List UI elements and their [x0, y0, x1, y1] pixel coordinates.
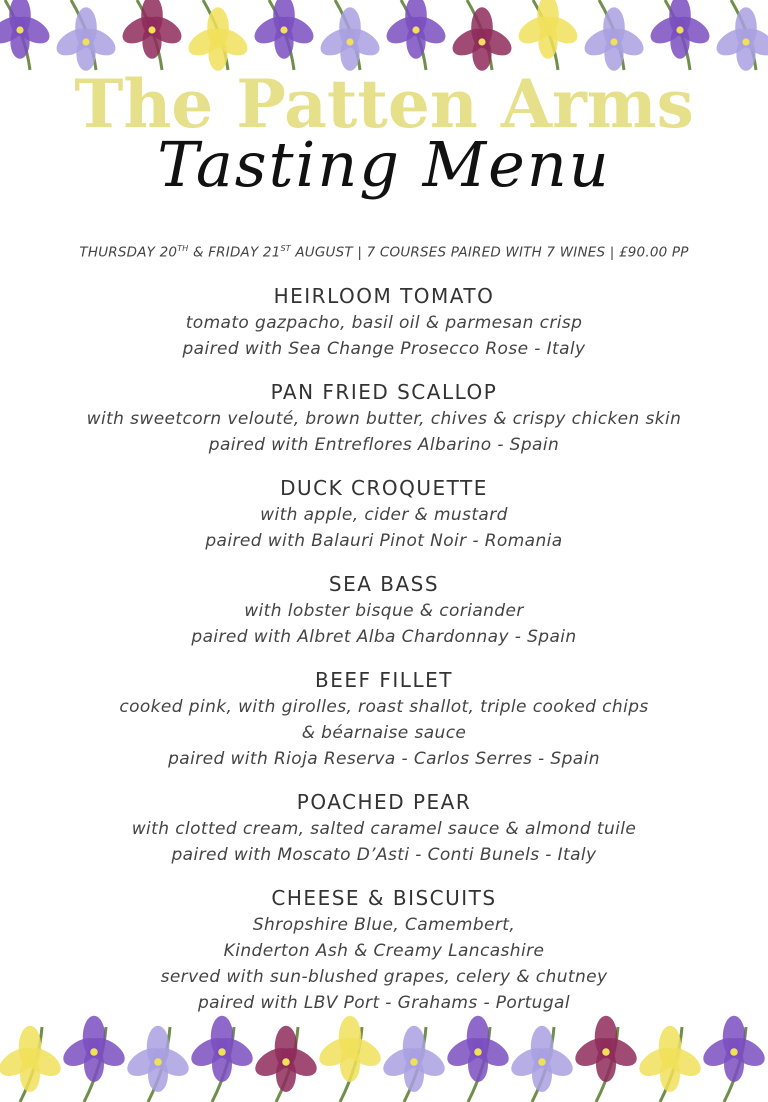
iris-flower-icon	[0, 1012, 768, 1102]
course	[0, 378, 768, 458]
course-name: CHEESE & BISCUITS	[271, 886, 497, 910]
date-day2: & FRIDAY 21	[193, 244, 281, 261]
date-day1: THURSDAY 20	[79, 244, 178, 261]
iris-center	[602, 1048, 610, 1056]
course-name: SEA BASS	[328, 572, 440, 596]
course-name: POACHED PEAR	[296, 790, 472, 814]
course-line: with lobster bisque & coriander	[244, 601, 524, 621]
iris-center	[282, 1058, 290, 1066]
iris-center	[666, 1058, 674, 1066]
iris-center	[410, 1058, 418, 1066]
iris-center	[16, 26, 23, 33]
floral-border-bottom	[0, 1012, 768, 1102]
iris-center	[610, 38, 617, 45]
iris-center	[478, 38, 485, 45]
course-list	[0, 282, 768, 1032]
course-line: paired with LBV Port - Grahams - Portugal	[197, 993, 570, 1013]
course-line: paired with Rioja Reserva - Carlos Serres - Spain	[168, 749, 600, 769]
course-line: cooked pink, with girolles, roast shallot, triple cooked chips	[119, 697, 649, 717]
course-line: & béarnaise sauce	[301, 723, 467, 743]
course-line: tomato gazpacho, basil oil & parmesan crisp	[185, 313, 583, 333]
course	[0, 788, 768, 868]
iris-center	[82, 38, 89, 45]
course-line: paired with Sea Change Prosecco Rose - Italy	[182, 339, 586, 359]
course-line: paired with Albret Alba Chardonnay - Spain	[191, 627, 577, 647]
course-name: DUCK CROQUETTE	[280, 476, 488, 500]
iris-center	[26, 1058, 34, 1066]
iris-center	[676, 26, 683, 33]
date-day1-suffix: TH	[177, 244, 189, 253]
course-line: with sweetcorn velouté, brown butter, chives & crispy chicken skin	[86, 409, 682, 429]
date-details: AUGUST | 7 COURSES PAIRED WITH 7 WINES | £90.00 PP	[295, 244, 689, 261]
course-line: paired with Balauri Pinot Noir - Romania	[205, 531, 563, 551]
iris-center	[742, 38, 749, 45]
course-line: served with sun-blushed grapes, celery & chutney	[160, 967, 608, 987]
restaurant-name: The Patten Arms	[74, 65, 694, 143]
iris-center	[730, 1048, 738, 1056]
iris-center	[148, 26, 155, 33]
iris-center	[154, 1058, 162, 1066]
iris-center	[346, 38, 353, 45]
iris-center	[544, 26, 551, 33]
course-line: Shropshire Blue, Camembert,	[252, 915, 516, 935]
menu-title: Tasting Menu	[157, 128, 611, 201]
course-line: with clotted cream, salted caramel sauce & almond tuile	[131, 819, 637, 839]
iris-center	[538, 1058, 546, 1066]
iris-center	[218, 1048, 226, 1056]
course-name: BEEF FILLET	[315, 668, 453, 692]
course	[0, 666, 768, 772]
course-line: with apple, cider & mustard	[260, 505, 508, 525]
course	[0, 282, 768, 362]
iris-center	[474, 1048, 482, 1056]
course	[0, 884, 768, 1016]
date-day2-suffix: ST	[280, 244, 291, 253]
iris-center	[280, 26, 287, 33]
course-line: paired with Moscato D’Asti - Conti Bunels - Italy	[171, 845, 597, 865]
course-line: paired with Entreflores Albarino - Spain	[208, 435, 560, 455]
course-name: PAN FRIED SCALLOP	[270, 380, 498, 404]
iris-center	[412, 26, 419, 33]
course	[0, 570, 768, 650]
course	[0, 474, 768, 554]
course-line: Kinderton Ash & Creamy Lancashire	[223, 941, 545, 961]
course-name: HEIRLOOM TOMATO	[273, 284, 495, 308]
iris-center	[214, 38, 221, 45]
date-line	[0, 244, 768, 261]
iris-center	[346, 1048, 354, 1056]
iris-center	[90, 1048, 98, 1056]
